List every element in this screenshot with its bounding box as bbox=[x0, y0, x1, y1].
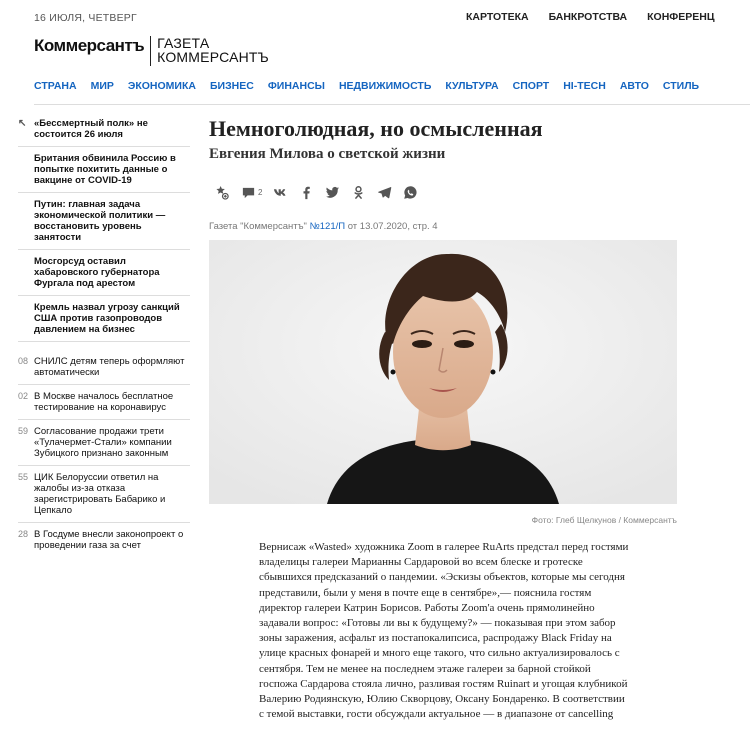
nav-divider bbox=[34, 104, 750, 105]
news-number: 55 bbox=[18, 472, 29, 482]
top-link-conferences[interactable]: КОНФЕРЕНЦ bbox=[647, 11, 715, 23]
top-bar bbox=[0, 0, 750, 36]
news-headline: Путин: главная задача экономической политики — восстановить уровень занятости bbox=[34, 199, 166, 243]
news-headline: Британия обвинила Россию в попытке похитить данные о вакцине от COVID-19 bbox=[34, 153, 176, 186]
news-headline: «Бессмертный полк» не состоится 26 июля bbox=[34, 118, 148, 140]
top-news-item[interactable] bbox=[18, 199, 190, 250]
top-link-bankruptcy[interactable]: БАНКРОТСТВА bbox=[548, 11, 628, 23]
bookmark-star-icon[interactable] bbox=[214, 184, 230, 200]
news-headline: В Москве началось бесплатное тестирование на коронавирус bbox=[34, 391, 174, 413]
top-link-kartoteka[interactable]: КАРТОТЕКА bbox=[466, 11, 529, 23]
nav-item-kultura[interactable]: КУЛЬТУРА bbox=[445, 80, 499, 92]
top-news-item[interactable] bbox=[18, 256, 190, 296]
article-body: Вернисаж «Wasted» художника Zoom в галерее RuArts предстал перед гостями владелицы галереи Марианны Сардаровой во всем блеске и гротеске сбывшихся предсказаний о пандемии. «Эскизы объектов, которые мы сегодня представили, были у меня в почте еще в сентябре»,— пояснила гостям директор галереи Катрин Борисов. Работы Zoom'а очень прямолинейно задавали вопрос: «Готовы ли вы к будущему?» — показывая при этом забор зоны заражения, асфальт из постапокалипсиса, распродажу Black Friday на улице красных фонарей и много еще такого, что сильно актуализировалось с сентября. Тем не менее на последнем этаже галереи за барной стойкой госпожа Сардарова стояла лично, разливая гостям Ruinart и угощая клубникой Валерию Родиянскую, Юлию Скворцову, Оксану Бондаренко. В соответствии с темой выставки, гости обсуждали актуальное — в диапазоне от cancelling bbox=[259, 541, 629, 721]
share-toolbar bbox=[214, 184, 418, 200]
kommersant-logo: Коммерсантъ bbox=[34, 36, 145, 55]
news-number: 59 bbox=[18, 426, 29, 436]
portrait-illustration bbox=[209, 240, 677, 504]
meta-source: Газета "Коммерсантъ" bbox=[209, 221, 310, 232]
nav-item-sport[interactable]: СПОРТ bbox=[512, 80, 550, 92]
top-news-item[interactable] bbox=[18, 153, 190, 193]
article-header bbox=[209, 112, 677, 232]
comments-count: 2 bbox=[258, 187, 263, 197]
top-news-item[interactable] bbox=[18, 110, 190, 147]
news-headline: Согласование продажи трети «Тулачермет-Стали» компании Зубицкого признано законным bbox=[34, 426, 172, 459]
article-meta bbox=[209, 221, 438, 232]
top-news-item[interactable] bbox=[18, 302, 190, 342]
meta-date: от 13.07.2020, стр. 4 bbox=[345, 221, 438, 232]
vk-icon[interactable] bbox=[272, 184, 288, 200]
comment-icon[interactable] bbox=[240, 184, 256, 200]
whatsapp-icon[interactable] bbox=[402, 184, 418, 200]
news-headline: ЦИК Белоруссии ответил на жалобы из-за отказа зарегистрировать Бабарико и Цепкало bbox=[34, 472, 166, 516]
news-number: 28 bbox=[18, 529, 29, 539]
article-title: Немноголюдная, но осмысленная bbox=[209, 116, 543, 141]
numbered-news-item[interactable] bbox=[18, 356, 190, 385]
facebook-icon[interactable] bbox=[298, 184, 314, 200]
nav-item-stil[interactable]: СТИЛЬ bbox=[662, 80, 700, 92]
photo-caption: Фото: Глеб Щелкунов / Коммерсантъ bbox=[531, 515, 677, 525]
top-links bbox=[466, 11, 715, 23]
article-subtitle: Евгения Милова о светской жизни bbox=[209, 146, 446, 162]
news-headline: Мосгорсуд оставил хабаровского губернатора Фургала под арестом bbox=[34, 256, 160, 289]
nav-item-hi-tech[interactable]: HI-TECH bbox=[563, 80, 606, 92]
news-headline: Кремль назвал угрозу санкций США против газопроводов давлением на бизнес bbox=[34, 302, 180, 335]
twitter-icon[interactable] bbox=[324, 184, 340, 200]
arrow-icon: ↖ bbox=[18, 118, 27, 129]
brand-logo[interactable] bbox=[34, 36, 269, 66]
article-photo bbox=[209, 240, 677, 504]
nav-item-nedvizhimost[interactable]: НЕДВИЖИМОСТЬ bbox=[338, 80, 432, 92]
numbered-news-item[interactable] bbox=[18, 472, 190, 523]
telegram-icon[interactable] bbox=[376, 184, 392, 200]
gazeta-label bbox=[157, 36, 269, 64]
news-number: 02 bbox=[18, 391, 29, 401]
nav-item-avto[interactable]: АВТО bbox=[619, 80, 649, 92]
nav-item-biznes[interactable]: БИЗНЕС bbox=[209, 80, 254, 92]
current-date: 16 ИЮЛЯ, ЧЕТВЕРГ bbox=[34, 12, 137, 24]
gazeta-line-2: КОММЕРСАНТЪ bbox=[157, 49, 269, 65]
gazeta-line-1: ГАЗЕТА bbox=[157, 35, 210, 51]
news-sidebar bbox=[18, 110, 190, 563]
nav-item-ekonomika[interactable]: ЭКОНОМИКА bbox=[127, 80, 196, 92]
nav-item-finansy[interactable]: ФИНАНСЫ bbox=[267, 80, 325, 92]
odnoklassniki-icon[interactable] bbox=[350, 184, 366, 200]
news-headline: В Госдуме внесли законопроект о проведении газа за счет bbox=[34, 529, 184, 551]
issue-link[interactable]: №121/П bbox=[309, 221, 346, 232]
nav-item-mir[interactable]: МИР bbox=[90, 80, 114, 92]
news-number: 08 bbox=[18, 356, 29, 366]
numbered-news-item[interactable] bbox=[18, 529, 190, 557]
brand-divider bbox=[150, 36, 151, 66]
news-headline: СНИЛС детям теперь оформляют автоматически bbox=[34, 356, 185, 378]
main-nav bbox=[34, 80, 699, 92]
numbered-news-item[interactable] bbox=[18, 391, 190, 420]
nav-item-strana[interactable]: СТРАНА bbox=[34, 80, 77, 92]
numbered-news-item[interactable] bbox=[18, 426, 190, 466]
